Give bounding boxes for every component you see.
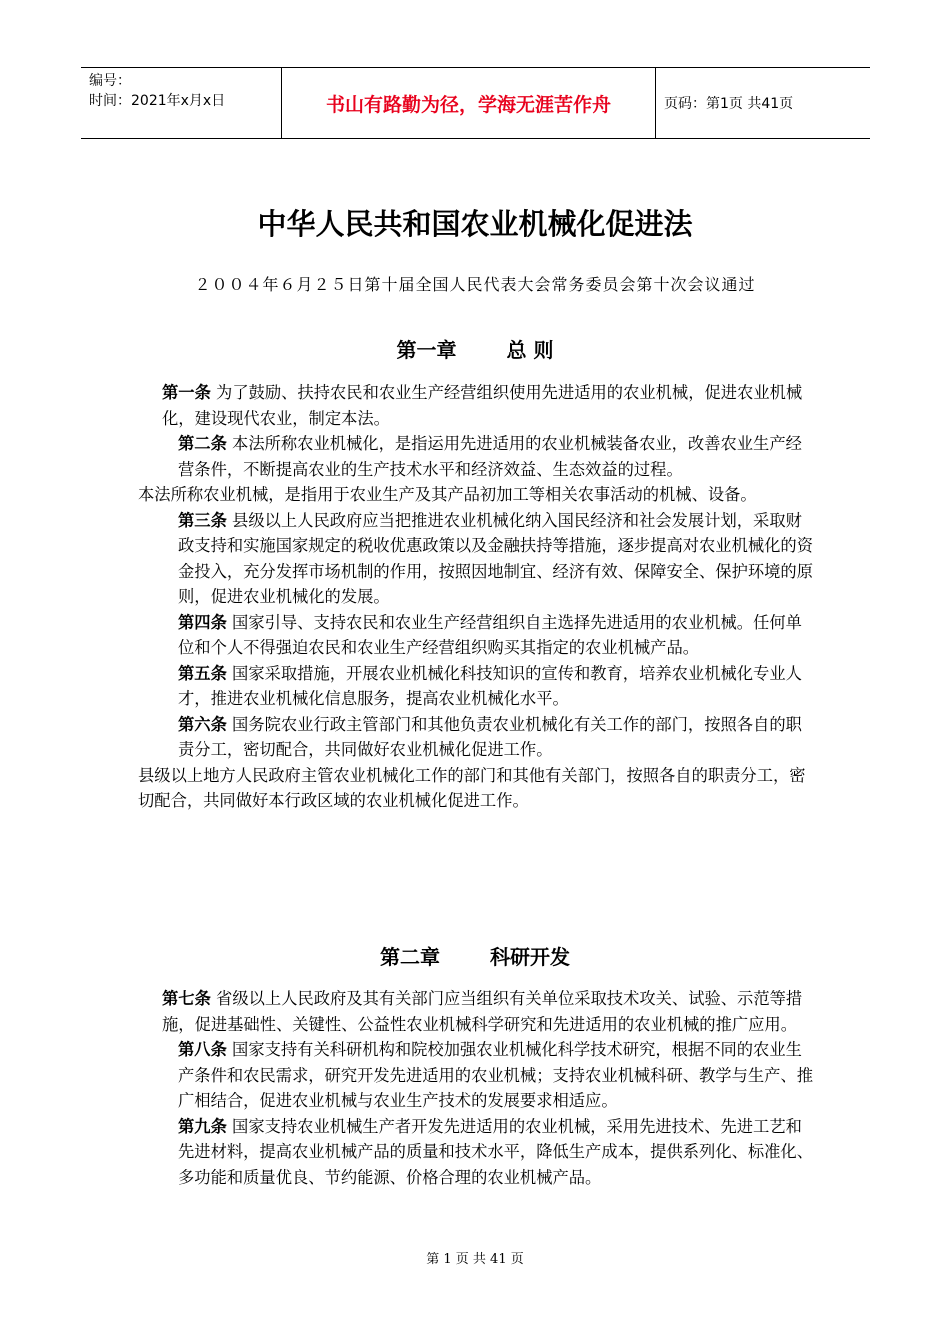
article-3: [138, 508, 818, 610]
article-text: 国务院农业行政主管部门和其他负责农业机械化有关工作的部门，按照各自的职责分工，密切配合，共同做好农业机械化促进工作。: [178, 714, 802, 759]
article-8: [138, 1037, 818, 1114]
article-label: 第九条: [178, 1116, 227, 1136]
header-meta: [81, 68, 282, 138]
chapter-1-heading: [0, 334, 950, 363]
motto: 书山有路勤为径，学海无涯苦作舟: [282, 68, 656, 138]
article-6-paragraph-2: 县级以上地方人民政府主管农业机械化工作的部门和其他有关部门，按照各自的职责分工，密切配合，共同做好本行政区域的农业机械化促进工作。: [138, 765, 806, 810]
document-title: 中华人民共和国农业机械化促进法: [257, 207, 693, 241]
article-2-paragraph-2: 本法所称农业机械，是指用于农业生产及其产品初加工等相关农事活动的机械、设备。: [138, 485, 757, 504]
number-label: 编号：: [89, 73, 131, 89]
article-text: 本法所称农业机械化，是指运用先进适用的农业机械装备农业，改善农业生产经营条件，不断提高农业的生产技术水平和经济效益、生态效益的过程。: [178, 434, 802, 479]
article-label: 第六条: [178, 714, 227, 734]
time-label: 时间：2021年x月x日: [89, 93, 226, 109]
article-label: 第八条: [178, 1040, 227, 1059]
article-9: [138, 1114, 818, 1191]
page-info: 页码：第1页 共41页: [664, 96, 794, 112]
article-label: 第一条: [162, 383, 211, 402]
article-text: 国家采取措施，开展农业机械化科技知识的宣传和教育，培养农业机械化专业人才，推进农业机械化信息服务，提高农业机械化水平。: [178, 663, 802, 708]
article-4: [138, 610, 818, 661]
article-7: [138, 986, 818, 1037]
article-label: 第七条: [162, 989, 211, 1008]
article-text: 为了鼓励、扶持农民和农业生产经营组织使用先进适用的农业机械，促进农业机械化，建设现代农业，制定本法。: [162, 383, 803, 428]
chapter-name: 总 则: [506, 338, 554, 362]
article-5: [138, 661, 818, 712]
chapter-number: 第一章: [396, 338, 457, 362]
article-label: 第三条: [178, 510, 227, 530]
article-label: 第四条: [178, 612, 227, 632]
article-6: [138, 712, 818, 763]
article-text: 国家支持有关科研机构和院校加强农业机械化科学技术研究，根据不同的农业生产条件和农民需求，研究开发先进适用的农业机械；支持农业机械科研、教学与生产、推广相结合，促进农业机械与农业生产技术的发展要求相适应。: [178, 1040, 813, 1110]
document-subtitle: ２００４年６月２５日第十届全国人民代表大会常务委员会第十次会议通过: [194, 275, 756, 294]
article-label: 第五条: [178, 663, 227, 683]
article-text: 国家引导、支持农民和农业生产经营组织自主选择先进适用的农业机械。任何单位和个人不得强迫农民和农业生产经营组织购买其指定的农业机械产品。: [178, 612, 802, 657]
article-text: 国家支持农业机械生产者开发先进适用的农业机械，采用先进技术、先进工艺和先进材料，提高农业机械产品的质量和技术水平，降低生产成本，提供系列化、标准化、多功能和质量优良、节约能源、价格合理的农业机械产品。: [178, 1116, 813, 1187]
article-2: [138, 431, 818, 482]
page-footer: 第 1 页 共 41 页: [426, 1252, 524, 1267]
article-text: 县级以上人民政府应当把推进农业机械化纳入国民经济和社会发展计划，采取财政支持和实施国家规定的税收优惠政策以及金融扶持等措施，逐步提高对农业机械化的资金投入，充分发挥市场机制的作用，按照因地制宜、经济有效、保障安全、保护环境的原则，促进农业机械化的发展。: [178, 510, 813, 606]
chapter-2-heading: [0, 941, 950, 970]
article-text: 省级以上人民政府及其有关部门应当组织有关单位采取技术攻关、试验、示范等措施，促进基础性、关键性、公益性农业机械科学研究和先进适用的农业机械的推广应用。: [162, 989, 803, 1034]
article-1: [138, 380, 818, 431]
article-label: 第二条: [178, 434, 227, 453]
chapter-name: 科研开发: [490, 945, 570, 969]
chapter-number: 第二章: [380, 945, 440, 969]
chapter-2-body: [138, 986, 818, 1190]
chapter-1-body: [138, 380, 818, 814]
header-table: [81, 67, 870, 139]
